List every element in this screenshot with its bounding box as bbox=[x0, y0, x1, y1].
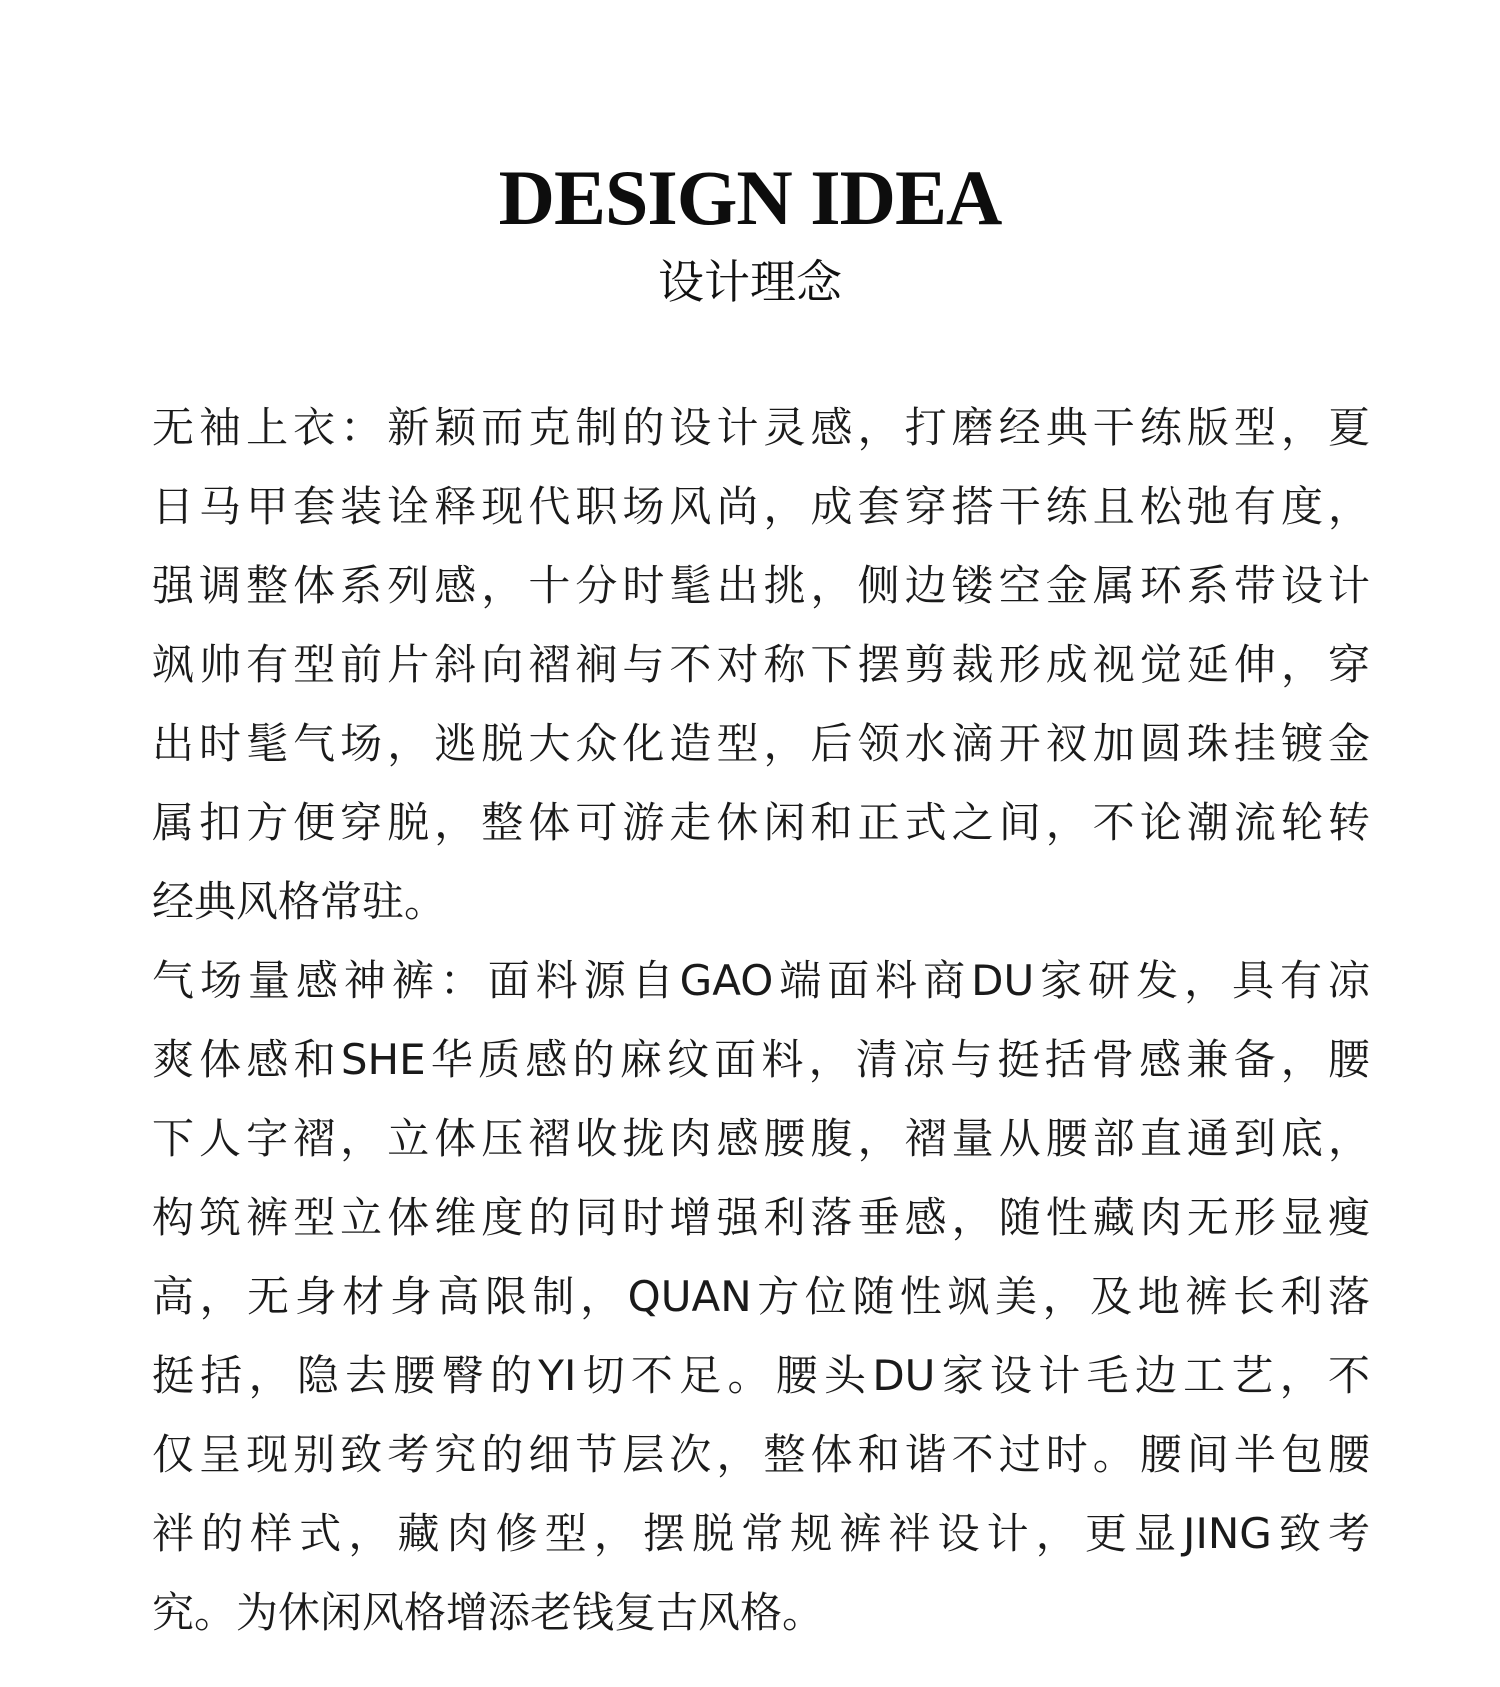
text-line: 下人字褶，立体压褶收拢肉感腰腹，褶量从腰部直通到底， bbox=[152, 1114, 1370, 1163]
text-line: 无袖上衣：新颖而克制的设计灵感，打磨经典干练版型，夏 bbox=[152, 403, 1370, 452]
text-line: 经典风格常驻。 bbox=[152, 877, 447, 926]
text-line: 挺括，隐去腰臀的YI切不足。腰头DU家设计毛边工艺，不 bbox=[152, 1351, 1370, 1400]
page-title-en: DESIGN IDEA bbox=[498, 154, 1002, 241]
text-line: 爽体感和SHE华质感的麻纹面料，清凉与挺括骨感兼备，腰 bbox=[152, 1035, 1370, 1084]
text-line: 属扣方便穿脱，整体可游走休闲和正式之间，不论潮流轮转 bbox=[152, 798, 1370, 847]
text-line: 出时髦气场，逃脱大众化造型，后领水滴开衩加圆珠挂镀金 bbox=[152, 719, 1370, 768]
description-body bbox=[152, 388, 1370, 1652]
text-line: 日马甲套装诠释现代职场风尚，成套穿搭干练且松弛有度， bbox=[152, 482, 1370, 531]
text-line: 仅呈现别致考究的细节层次，整体和谐不过时。腰间半包腰 bbox=[152, 1430, 1370, 1479]
page-title-cn: 设计理念 bbox=[658, 255, 842, 309]
text-line: 强调整体系列感，十分时髦出挑，侧边镂空金属环系带设计 bbox=[152, 561, 1370, 610]
text-line: 究。为休闲风格增添老钱复古风格。 bbox=[152, 1588, 825, 1637]
text-line: 构筑裤型立体维度的同时增强利落垂感，随性藏肉无形显瘦 bbox=[152, 1193, 1370, 1242]
text-line: 飒帅有型前片斜向褶裥与不对称下摆剪裁形成视觉延伸，穿 bbox=[152, 640, 1370, 689]
paragraph-top-design bbox=[152, 388, 1370, 941]
text-line: 袢的样式，藏肉修型，摆脱常规裤袢设计，更显JING致考 bbox=[152, 1509, 1370, 1558]
paragraph-trousers-design bbox=[152, 941, 1370, 1652]
text-line: 高，无身材身高限制，QUAN方位随性飒美，及地裤长利落 bbox=[152, 1272, 1370, 1321]
text-line: 气场量感神裤：面料源自GAO端面料商DU家研发，具有凉 bbox=[152, 956, 1370, 1005]
